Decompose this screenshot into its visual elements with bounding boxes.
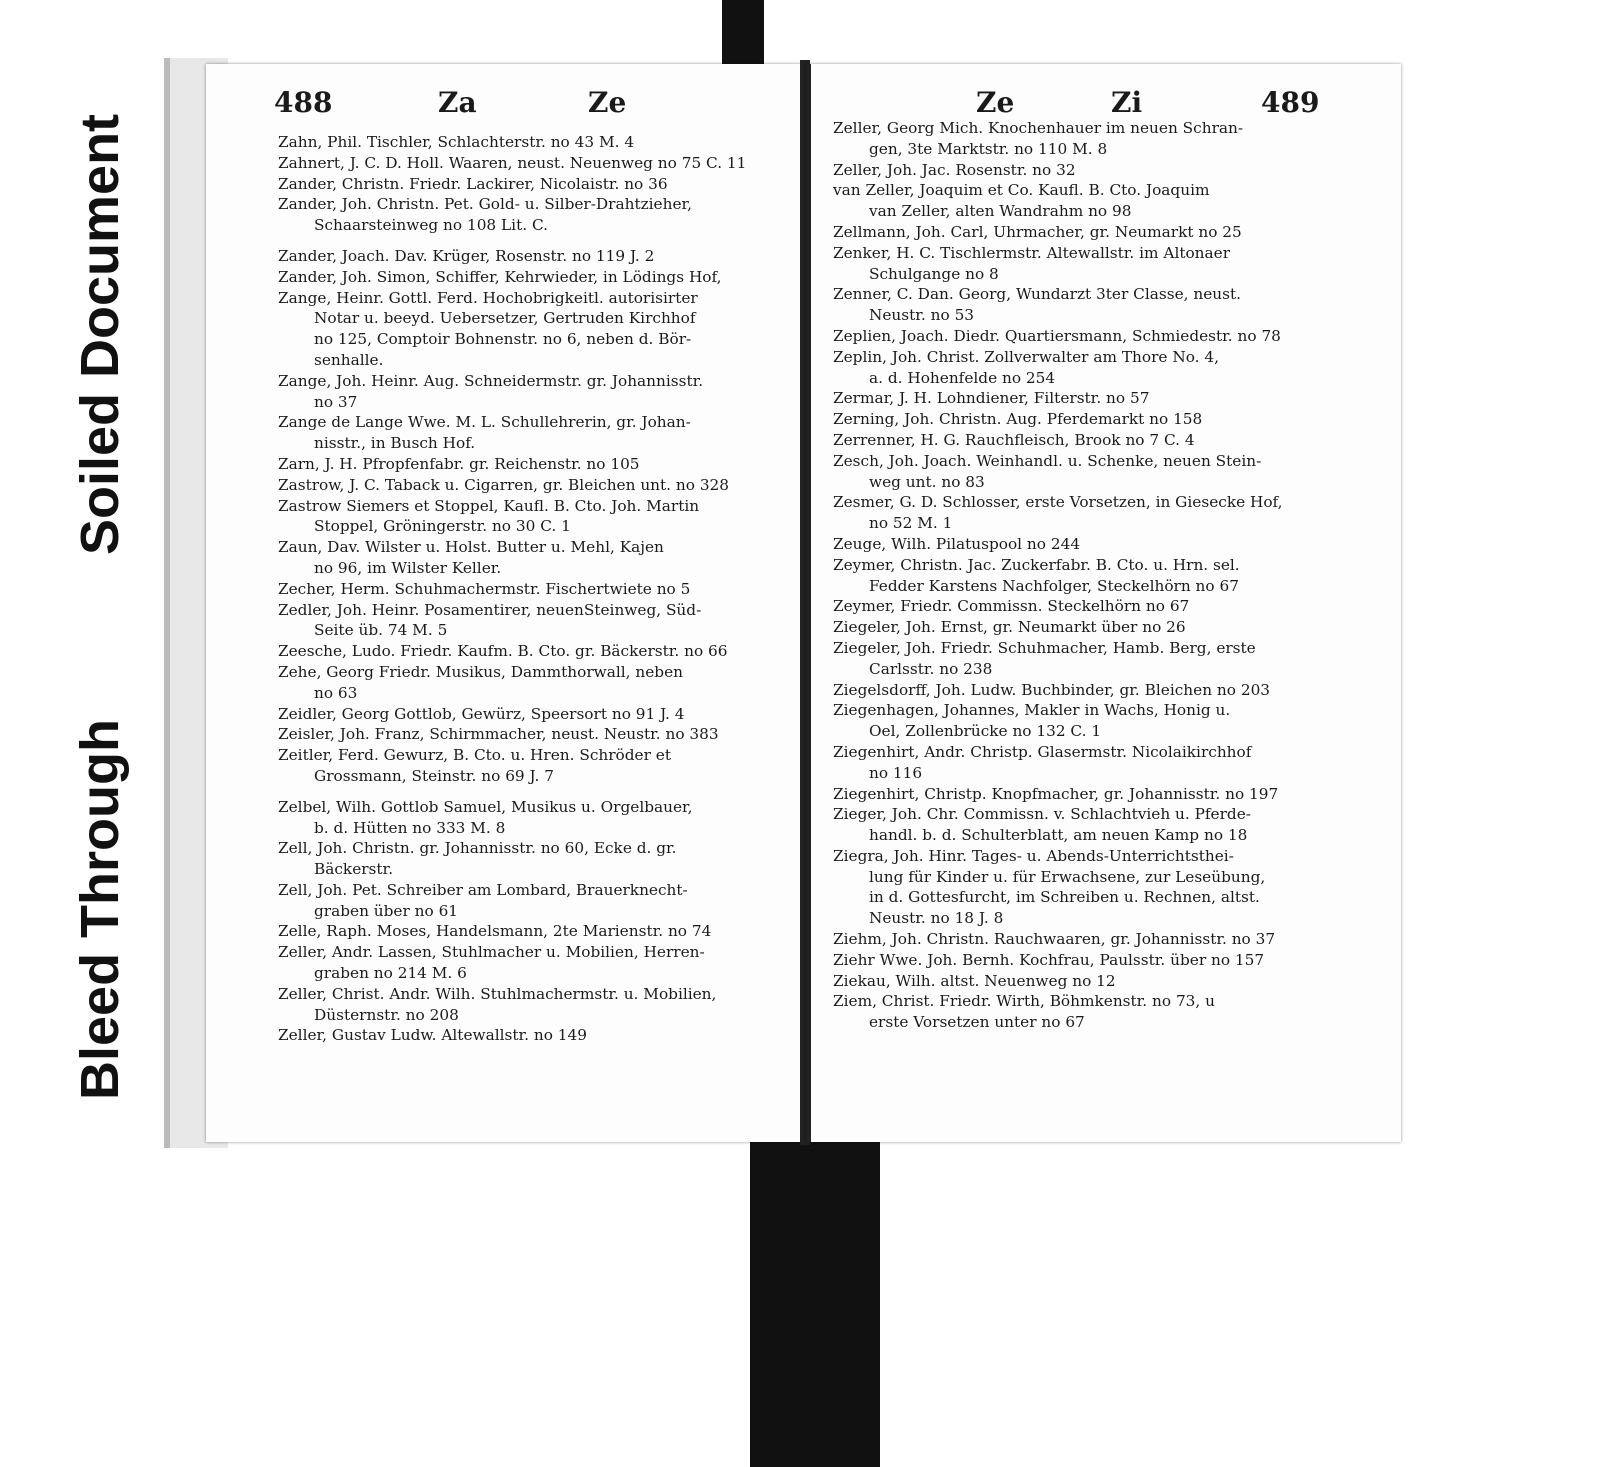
entry-line: Ziekau, Wilh. altst. Neuenweg no 12	[833, 971, 1116, 990]
entry-line: Ziegeler, Joh. Friedr. Schuhmacher, Hamb. Berg, erste	[833, 638, 1256, 657]
entry-line: Zastrow Siemers et Stoppel, Kaufl. B. Cto. Joh. Martin	[278, 496, 700, 515]
entry-line: no 125, Comptoir Bohnenstr. no 6, neben d. Bör-	[314, 330, 692, 349]
left-guide-word-a: Za	[438, 86, 477, 119]
entry-line: Zeller, Joh. Jac. Rosenstr. no 32	[833, 160, 1076, 179]
entry-line: Ziem, Christ. Friedr. Wirth, Böhmkenstr. no 73, u	[833, 992, 1215, 1011]
entry-line: Zarn, J. H. Pfropfenfabr. gr. Reichenstr. no 105	[278, 454, 640, 473]
entry-line: erste Vorsetzen unter no 67	[869, 1013, 1085, 1032]
entry-line: Zander, Christn. Friedr. Lackirer, Nicolaistr. no 36	[278, 174, 668, 193]
spine-bottom-bar	[750, 1140, 880, 1467]
entry-line: Zesmer, G. D. Schlosser, erste Vorsetzen, in Giesecke Hof,	[833, 493, 1283, 512]
entry-line: senhalle.	[314, 350, 384, 369]
entry-line: Zange, Joh. Heinr. Aug. Schneidermstr. gr. Johannisstr.	[278, 371, 704, 390]
entry-line: Fedder Karstens Nachfolger, Steckelhörn no 67	[869, 576, 1239, 595]
entry-line: Ziegenhirt, Andr. Christp. Glasermstr. Nicolaikirchhof	[833, 742, 1252, 761]
entry-line: no 37	[314, 392, 358, 411]
entry-line: graben über no 61	[314, 901, 459, 920]
entry-line: Zeuge, Wilh. Pilatuspool no 244	[833, 534, 1081, 553]
spine-top-bar	[722, 0, 764, 70]
entry-line: graben no 214 M. 6	[314, 964, 467, 983]
entry-line: Carlsstr. no 238	[869, 659, 993, 678]
entry-line: Ziegeler, Joh. Ernst, gr. Neumarkt über no 26	[833, 618, 1186, 637]
entry-line: Zaun, Dav. Wilster u. Holst. Butter u. Mehl, Kajen	[278, 538, 664, 557]
right-guide-word-a: Ze	[976, 86, 1015, 119]
entry-line: Bäckerstr.	[314, 860, 394, 879]
entry-line: van Zeller, alten Wandrahm no 98	[869, 202, 1132, 221]
entry-line: Zermar, J. H. Lohndiener, Filterstr. no 57	[833, 389, 1150, 408]
entry-line: b. d. Hütten no 333 M. 8	[314, 818, 506, 837]
soiled-document-label: Soiled Document	[70, 113, 130, 555]
entry-line: Zange de Lange Wwe. M. L. Schullehrerin, gr. Johan-	[278, 413, 691, 432]
entry-line: Zeplien, Joach. Diedr. Quartiersmann, Schmiedestr. no 78	[833, 326, 1281, 345]
entry-line: Zeller, Gustav Ludw. Altewallstr. no 149	[278, 1026, 587, 1045]
bleed-through-label: Bleed Through	[70, 719, 130, 1100]
entry-line: Zehe, Georg Friedr. Musikus, Dammthorwall, neben	[278, 662, 683, 681]
entry-line: Ziehm, Joh. Christn. Rauchwaaren, gr. Johannisstr. no 37	[833, 930, 1276, 949]
entry-line: Zastrow, J. C. Taback u. Cigarren, gr. Bleichen unt. no 328	[278, 475, 730, 494]
entry-line: Zerning, Joh. Christn. Aug. Pferdemarkt no 158	[833, 410, 1203, 429]
entry-line: Zeplin, Joh. Christ. Zollverwalter am Thore No. 4,	[833, 347, 1219, 366]
entry-line: Zander, Joach. Dav. Krüger, Rosenstr. no 119 J. 2	[278, 246, 655, 265]
entry-line: Zeymer, Christn. Jac. Zuckerfabr. B. Cto. u. Hrn. sel.	[833, 555, 1240, 574]
entry-line: Zelbel, Wilh. Gottlob Samuel, Musikus u. Orgelbauer,	[278, 797, 693, 816]
entry-line: Zesch, Joh. Joach. Weinhandl. u. Schenke, neuen Stein-	[833, 451, 1262, 470]
entry-line: handl. b. d. Schulterblatt, am neuen Kamp no 18	[869, 826, 1248, 845]
entry-line: Zieger, Joh. Chr. Commissn. v. Schlachtvieh u. Pferde-	[833, 805, 1251, 824]
entry-line: Zell, Joh. Christn. gr. Johannisstr. no 60, Ecke d. gr.	[278, 839, 677, 858]
entry-line: no 116	[869, 763, 923, 782]
entry-line: Neustr. no 53	[869, 306, 975, 325]
entry-line: Zenner, C. Dan. Georg, Wundarzt 3ter Classe, neust.	[833, 285, 1241, 304]
right-guide-word-b: Zi	[1111, 86, 1143, 119]
entry-line: Zahnert, J. C. D. Holl. Waaren, neust. Neuenweg no 75 C. 11	[278, 153, 747, 172]
entry-line: Ziegelsdorff, Joh. Ludw. Buchbinder, gr. Bleichen no 203	[833, 680, 1271, 699]
entry-line: Stoppel, Gröningerstr. no 30 C. 1	[314, 517, 571, 536]
right-page	[806, 64, 1401, 1142]
entry-line: Zellmann, Joh. Carl, Uhrmacher, gr. Neumarkt no 25	[833, 222, 1242, 241]
entry-line: Zeidler, Georg Gottlob, Gewürz, Speersort no 91 J. 4	[278, 704, 685, 723]
entry-line: Zeisler, Joh. Franz, Schirmmacher, neust. Neustr. no 383	[278, 725, 719, 744]
entry-line: Zeymer, Friedr. Commissn. Steckelhörn no 67	[833, 597, 1190, 616]
entry-line: Oel, Zollenbrücke no 132 C. 1	[869, 722, 1102, 741]
entry-line: Ziegra, Joh. Hinr. Tages- u. Abends-Unterrichtsthei-	[833, 846, 1234, 865]
entry-line: Zahn, Phil. Tischler, Schlachterstr. no 43 M. 4	[278, 133, 635, 151]
entry-line: nisstr., in Busch Hof.	[314, 434, 476, 453]
entry-spacer	[278, 787, 788, 797]
entry-line: Ziegenhirt, Christp. Knopfmacher, gr. Johannisstr. no 197	[833, 784, 1279, 803]
entry-line: Seite üb. 74 M. 5	[314, 621, 448, 640]
entry-line: no 52 M. 1	[869, 514, 953, 533]
entry-line: Zeesche, Ludo. Friedr. Kaufm. B. Cto. gr. Bäckerstr. no 66	[278, 642, 728, 661]
entry-line: Neustr. no 18 J. 8	[869, 909, 1004, 928]
entry-line: Notar u. beeyd. Uebersetzer, Gertruden Kirchhof	[314, 309, 696, 328]
left-entries	[278, 132, 788, 1046]
left-page-header	[206, 86, 802, 126]
entry-line: gen, 3te Marktstr. no 110 M. 8	[869, 139, 1108, 158]
entry-line: Zedler, Joh. Heinr. Posamentirer, neuenSteinweg, Süd-	[278, 600, 702, 619]
entry-line: no 96, im Wilster Keller.	[314, 558, 502, 577]
entry-line: in d. Gottesfurcht, im Schreiben u. Rechnen, altst.	[869, 888, 1260, 907]
entry-line: Zeitler, Ferd. Gewurz, B. Cto. u. Hren. Schröder et	[278, 746, 671, 765]
left-guide-word-b: Ze	[588, 86, 627, 119]
right-page-number: 489	[1261, 86, 1320, 119]
entry-line: Zeller, Andr. Lassen, Stuhlmacher u. Mobilien, Herren-	[278, 943, 705, 962]
entry-line: weg unt. no 83	[869, 472, 985, 491]
entry-line: Zander, Joh. Simon, Schiffer, Kehrwieder, in Lödings Hof,	[278, 267, 722, 286]
entry-line: Ziegenhagen, Johannes, Makler in Wachs, Honig u.	[833, 701, 1231, 720]
entry-line: Zenker, H. C. Tischlermstr. Altewallstr. im Altonaer	[833, 243, 1231, 262]
entry-line: Zeller, Christ. Andr. Wilh. Stuhlmachermstr. u. Mobilien,	[278, 984, 717, 1003]
entry-line: Zange, Heinr. Gottl. Ferd. Hochobrigkeitl. autorisirter	[278, 288, 698, 307]
entry-line: a. d. Hohenfelde no 254	[869, 368, 1056, 387]
entry-line: Zeller, Georg Mich. Knochenhauer im neuen Schran-	[833, 119, 1244, 137]
entry-line: Zecher, Herm. Schuhmachermstr. Fischertwiete no 5	[278, 579, 691, 598]
entry-line: Zell, Joh. Pet. Schreiber am Lombard, Brauerknecht-	[278, 880, 688, 899]
left-page-number: 488	[274, 86, 333, 119]
entry-line: Zelle, Raph. Moses, Handelsmann, 2te Marienstr. no 74	[278, 922, 712, 941]
entry-spacer	[278, 236, 788, 246]
entry-line: Zander, Joh. Christn. Pet. Gold- u. Silber-Drahtzieher,	[278, 195, 692, 214]
entry-line: Grossmann, Steinstr. no 69 J. 7	[314, 766, 554, 785]
left-page	[206, 64, 802, 1142]
entry-line: Ziehr Wwe. Joh. Bernh. Kochfrau, Paulsstr. über no 157	[833, 950, 1265, 969]
entry-line: Schulgange no 8	[869, 264, 999, 283]
entry-line: Schaarsteinweg no 108 Lit. C.	[314, 216, 548, 235]
entry-line: van Zeller, Joaquim et Co. Kaufl. B. Cto. Joaquim	[833, 181, 1210, 200]
entry-line: lung für Kinder u. für Erwachsene, zur Leseübung,	[869, 867, 1266, 886]
entry-line: Düsternstr. no 208	[314, 1005, 459, 1024]
entry-line: Zerrenner, H. G. Rauchfleisch, Brook no 7 C. 4	[833, 430, 1195, 449]
entry-line: no 63	[314, 683, 358, 702]
right-entries	[833, 118, 1379, 1033]
